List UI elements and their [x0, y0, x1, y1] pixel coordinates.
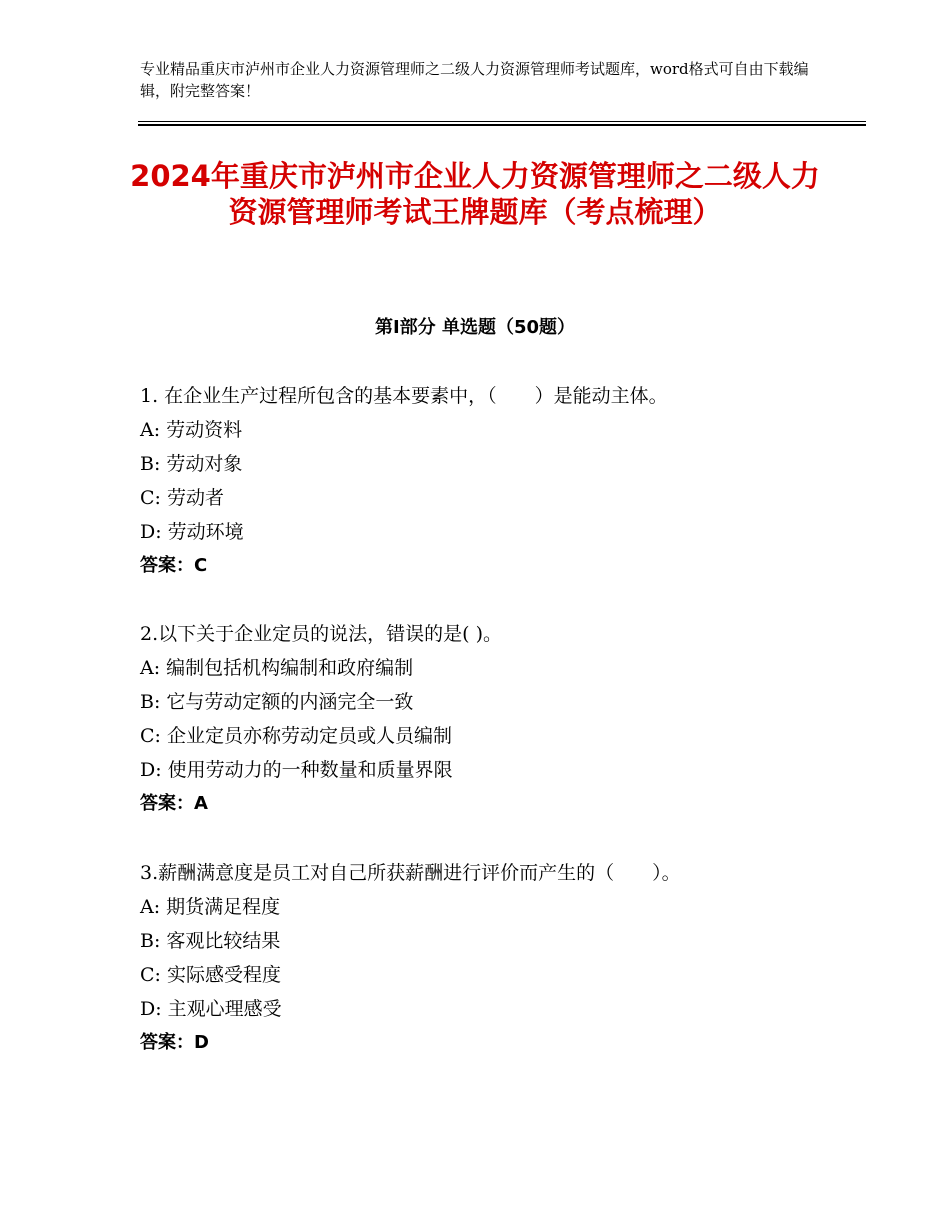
header-note: 专业精品重庆市泸州市企业人力资源管理师之二级人力资源管理师考试题库，word格式可自由下载编辑，附完整答案！ — [140, 60, 809, 100]
option-c: C: 企业定员亦称劳动定员或人员编制 — [140, 725, 452, 747]
option-c: C: 实际感受程度 — [140, 964, 281, 986]
option-d: D: 劳动环境 — [140, 521, 244, 543]
option-b: B: 劳动对象 — [140, 453, 243, 475]
option-b: B: 客观比较结果 — [140, 930, 281, 952]
question-2 — [140, 617, 840, 821]
option-a: A: 劳动资料 — [140, 419, 243, 441]
header-divider-thick — [138, 124, 866, 126]
answer: 答案：C — [140, 555, 208, 576]
option-d: D: 使用劳动力的一种数量和质量界限 — [140, 759, 453, 781]
question-stem: 3.薪酬满意度是员工对自己所获薪酬进行评价而产生的（ ）。 — [140, 862, 681, 884]
answer: 答案：A — [140, 793, 208, 814]
option-a: A: 期货满足程度 — [140, 896, 281, 918]
question-3 — [140, 856, 840, 1060]
option-b: B: 它与劳动定额的内涵完全一致 — [140, 691, 414, 713]
option-c: C: 劳动者 — [140, 487, 224, 509]
option-a: A: 编制包括机构编制和政府编制 — [140, 657, 414, 679]
question-stem: 1. 在企业生产过程所包含的基本要素中，（ ）是能动主体。 — [140, 385, 668, 407]
document-title: 2024年重庆市泸州市企业人力资源管理师之二级人力资源管理师考试王牌题库（考点梳理） — [130, 159, 820, 229]
question-1 — [140, 379, 840, 583]
question-stem: 2.以下关于企业定员的说法，错误的是( )。 — [140, 623, 502, 645]
header-divider-thin — [138, 121, 866, 122]
option-d: D: 主观心理感受 — [140, 998, 282, 1020]
section-heading: 第Ⅰ部分 单选题（50题） — [374, 317, 575, 338]
answer: 答案：D — [140, 1032, 209, 1053]
